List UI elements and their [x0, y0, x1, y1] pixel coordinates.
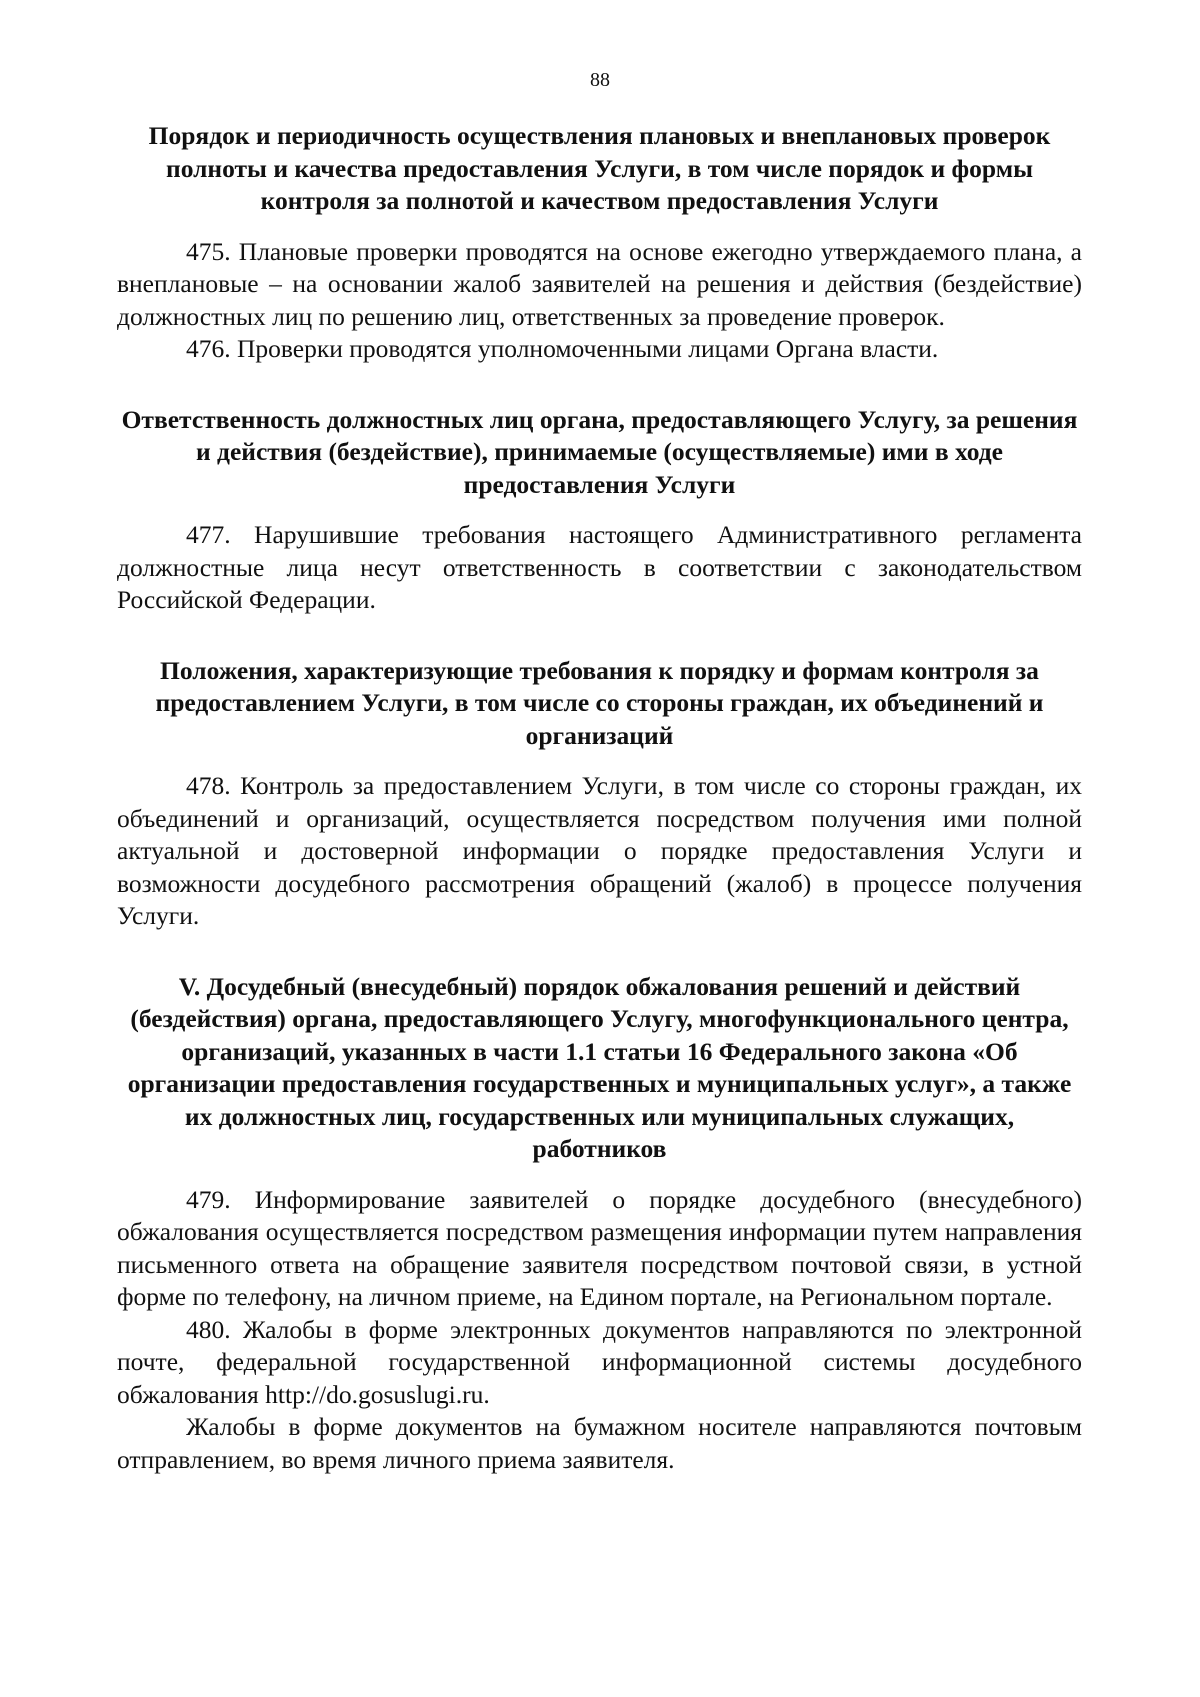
section-heading: Положения, характеризующие требования к порядку и формам контроля за предоставлением Услуги, в том числе со стороны граждан, их объединений и организаций — [155, 655, 1044, 750]
page-number: 88 — [590, 69, 610, 91]
section-heading: Ответственность должностных лиц органа, предоставляющего Услугу, за решения и действия (бездействие), принимаемые (осуществляемые) ими в ходе предоставления Услуги — [121, 404, 1078, 499]
paragraph-479: 479. Информирование заявителей о порядке досудебного (внесудебного) обжалования осуществляется посредством размещения информации путем направления письменного ответа на обращение заявителя посредством почтовой связи, в устной форме по телефону, на личном приеме, на Едином портале, на Региональном портале. — [117, 1184, 1082, 1311]
section-heading: Порядок и периодичность осуществления плановых и внеплановых проверок полноты и качества предоставления Услуги, в том числе порядок и формы контроля за полнотой и качеством предоставления Услуги — [148, 121, 1051, 215]
section-responsibility — [117, 404, 1082, 617]
section-inspections — [117, 120, 1082, 366]
paragraph-477: 477. Нарушившие требования настоящего Административного регламента должностные лица несут ответственность в соответствии с законодательством Российской Федерации. — [117, 520, 1082, 614]
paragraph-475: 475. Плановые проверки проводятся на основе ежегодно утверждаемого плана, а внеплановые – на основании жалоб заявителей на решения и действия (бездействие) должностных лиц по решению лиц, ответственных за проведение проверок. — [117, 236, 1082, 331]
paragraph-478: 478. Контроль за предоставлением Услуги, в том числе со стороны граждан, их объединений и организаций, осуществляется посредством получения ими полной актуальной и достоверной информации о порядке предоставления Услуги и возможности досудебного рассмотрения обращений (жалоб) в процессе получения Услуги. — [117, 771, 1082, 930]
section-control-requirements — [117, 655, 1082, 933]
paragraph-476: 476. Проверки проводятся уполномоченными лицами Органа власти. — [186, 334, 939, 363]
document-body — [117, 120, 1082, 1476]
section-appeal-procedure — [117, 971, 1082, 1477]
section-heading: V. Досудебный (внесудебный) порядок обжалования решений и действий (бездействия) органа, предоставляющего Услугу, многофункционального центра, организаций, указанных в части 1.1 статьи 16 Федерального закона «Об организации предоставления государственных и муниципальных услуг», а также их должностных лиц, государственных или муниципальных служащих, работников — [127, 971, 1072, 1163]
paragraph-paper-complaints: Жалобы в форме документов на бумажном носителе направляются почтовым отправлением, во время личного приема заявителя. — [117, 1412, 1082, 1474]
paragraph-480: 480. Жалобы в форме электронных документов направляются по электронной почте, федеральной государственной информационной системы досудебного обжалования http://do.gosuslugi.ru. — [117, 1314, 1082, 1409]
